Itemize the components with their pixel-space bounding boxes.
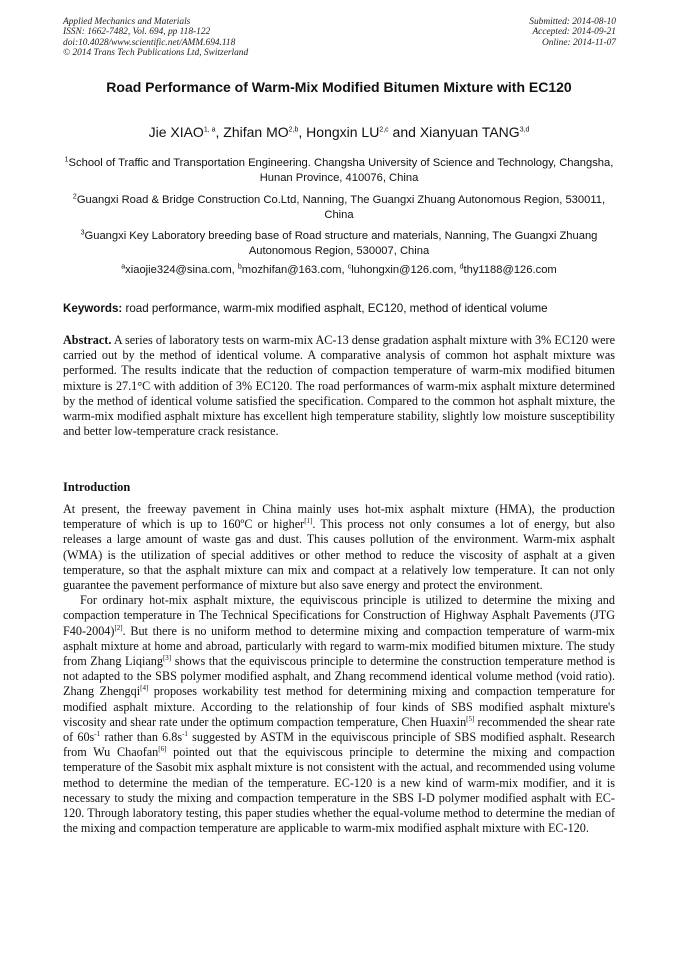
citation: [4] [140,684,149,693]
accepted-date: Accepted: 2014-09-21 [532,27,616,38]
email-link[interactable]: thy1188@126.com [463,264,557,276]
citation: [1] [304,517,313,526]
exponent: -1 [182,729,188,738]
abstract-label: Abstract. [63,333,112,347]
author-separator: and [388,124,420,140]
citation: [3] [162,653,172,662]
email-mark: b [237,263,242,271]
affil-text: Guangxi Key Laboratory breeding base of Road structure and materials, Nanning, The Guangxi Zhuang Autonomous Region, 530007, China [84,230,598,257]
author-name: Xianyuan TANG [419,124,520,140]
email-link[interactable]: luhongxin@126.com [351,264,454,276]
affiliation-3 [60,229,618,259]
affil-number: 3 [80,229,85,237]
author-affil-mark: 1, a [203,126,216,134]
author-name: Jie XIAO [148,124,204,140]
text-run: . This process not only consumes a lot of energy, but also releases a large amount of waste gas and dust. This causes pollution of the environment. Warm-mix asphalt (WMA) is the utilization of special additives or other method to reduce the viscosity of asphalt at a given temperature, so that the asphalt mixture can mix and compact at a relatively low temperature. It can not only guarantee the pavement performance of mixture but also save energy and protect the environment. [63,517,615,593]
citation: [6] [158,745,167,754]
online-date: Online: 2014-11-07 [541,37,616,48]
email-link[interactable]: mozhifan@163.com [241,264,342,276]
text-run: recommended the shear rate of 60s [63,714,616,745]
affil-number: 1 [64,156,69,164]
text-run: At present, the freeway pavement in China mainly uses hot-mix asphalt mixture (HMA), the production temperature of which is up to 160ºC or higher [63,502,615,532]
paragraph [63,502,615,593]
author-affil-mark: 3,d [519,126,530,134]
citation: [2] [114,623,123,632]
author-affil-mark: 2,b [288,126,299,134]
email-mark: a [121,263,126,271]
author-name: Hongxin LU [306,124,380,140]
affiliation-2 [60,193,618,223]
section-heading: Introduction [63,480,131,494]
text-run: pointed out that the equiviscous principle to determine the mixing and compaction temperature of the Sasobit mix asphalt mixture is not consistent with the actual, and recommended using volume method to determine the median of the temperature. EC-120 is a new kind of warm-mix modifier, and it is necessary to study the mixing and compaction temperature in the SBS I-D polymer modified asphalt with EC-120. Through laboratory testing, this paper studies whether the equal-volume method to determine the median of the mixing and compaction temperature are applicable to warm-mix modified asphalt mixture with EC-120. [63,745,615,836]
affil-text: Guangxi Road & Bridge Construction Co.Ltd, Nanning, The Guangxi Zhuang Autonomous Region, 530011, China [76,194,606,221]
copyright-line: © 2014 Trans Tech Publications Ltd, Switzerland [63,48,249,59]
author-name: Zhifan MO [223,124,289,140]
keywords-text: road performance, warm-mix modified asphalt, EC120, method of identical volume [122,302,548,315]
dates-info [529,17,616,48]
author-list [0,124,678,140]
author-affil-mark: 2,c [379,126,389,134]
keywords-label: Keywords: [63,302,123,315]
paragraph [63,593,615,836]
affil-text: School of Traffic and Transportation Engineering. Changsha University of Science and Technology, Changsha, Hunan Province, 410076, China [68,157,614,184]
author-emails: $^a$xiaojie324@sina.com, $^b$mozhifan@163.com, $^c$luhongxin@126.com, $^d$thy1188@126.com [121,263,557,276]
affil-number: 2 [72,193,77,201]
email-mark: c [347,263,352,271]
email-mark: d [459,263,464,271]
email-link[interactable]: xiaojie324@sina.com [125,264,232,276]
section-body [63,502,615,836]
citation: [5] [466,714,475,723]
abstract [63,333,615,439]
text-run: suggested by ASTM in the equiviscous principle of SBS modified asphalt. Research from Wu Chaofan [63,730,615,760]
journal-info [63,17,248,59]
text-run: For ordinary hot-mix asphalt mixture, the equiviscous principle is utilized to determine the mixing and compaction temperature in The Technical Specifications for Construction of Highway Asphalt Pavements (JTG F40-2004) [63,593,615,638]
journal-name: Applied Mechanics and Materials [63,17,191,27]
affiliation-1 [60,156,618,186]
keywords [63,302,623,315]
issn-line: ISSN: 1662-7482, Vol. 694, pp 118-122 [63,27,211,38]
author-separator: , [215,124,224,140]
text-run: shows that the equiviscous principle to determine the construction temperature method is not adapted to the SBS polymer modified asphalt, and Zhang recommend identical volume method (void ratio). Zhang Zhengqi [63,654,615,699]
paper-title: Road Performance of Warm-Mix Modified Bitumen Mixture with EC120 [106,79,572,95]
author-separator: , [298,124,307,140]
text-run: proposes workability test method for determining mixing and compaction temperature for modified asphalt mixture. According to the relationship of four kinds of SBS modified asphalt mixture's viscosity and shear rate under the optimum compaction temperature, Chen Huaxin [63,684,615,729]
text-run: . But there is no uniform method to determine mixing and compaction temperature of warm-mix asphalt mixture at home and abroad, particularly with regard to warm-mix modified bitumen mixture. The study from Zhang Liqiang [63,623,615,669]
exponent: -1 [94,729,101,738]
submitted-date: Submitted: 2014-08-10 [529,17,616,27]
abstract-text: A series of laboratory tests on warm-mix AC-13 dense gradation asphalt mixture with 3% EC120 were carried out by the method of identical volume. A comparative analysis of common hot asphalt mixture was performed. The results indicate that the reduction of compaction temperature of warm-mix modified bitumen mixture is 27.1°C with addition of 3% EC120. The road performances of warm-mix asphalt mixture determined by the method of identical volume satisfied the specification. Compared to the common hot asphalt mixture, the warm-mix modified asphalt mixture has excellent high temperature stability, slightly low moisture susceptibility and better low-temperature crack resistance. [63,333,615,439]
text-run: rather than 6.8s [100,730,183,745]
doi-line: doi:10.4028/www.scientific.net/AMM.694.118 [63,37,236,48]
